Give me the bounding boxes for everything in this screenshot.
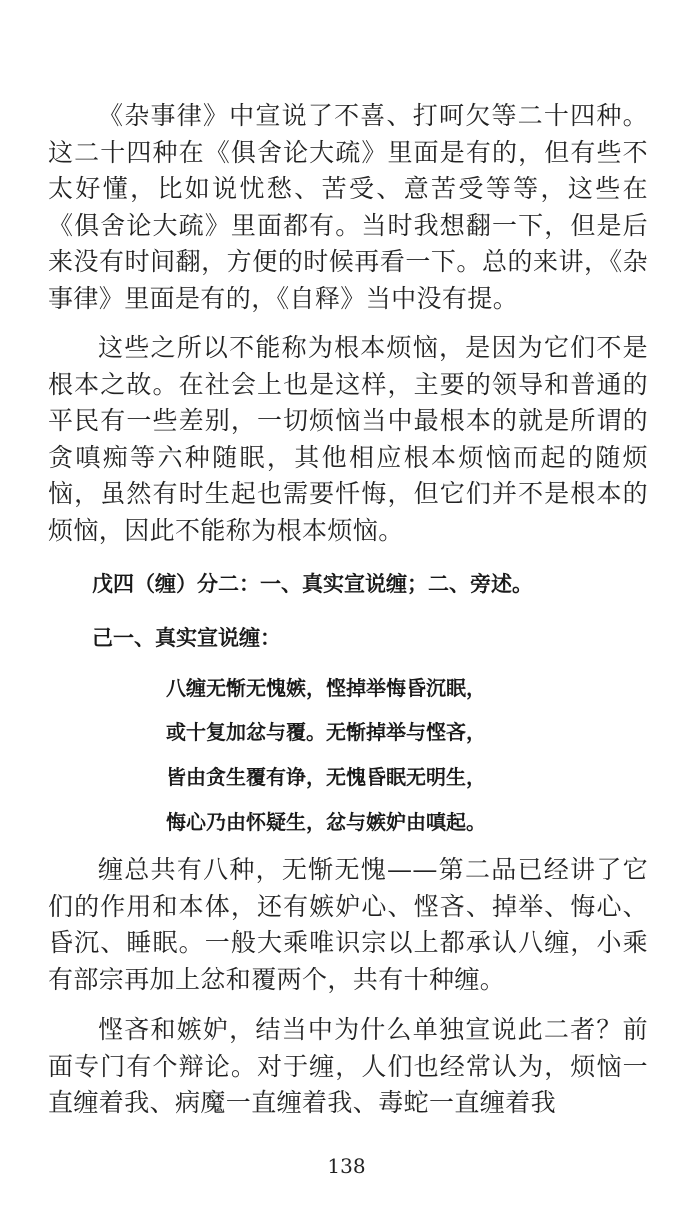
verse-line-1: 八缠无惭无愧嫉，悭掉举悔昏沉眠， xyxy=(166,676,486,700)
subsection-heading: 己一、真实宣说缠： xyxy=(92,626,281,650)
paragraph-stinginess-jealousy: 悭吝和嫉妒，结当中为什么单独宣说此二者？前面专门有个辩论。对于缠，人们也经常认为，烦恼一直缠着我、病魔一直缠着我、毒蛇一直缠着我 xyxy=(48,1015,648,1117)
verse-line-2: 或十复加忿与覆。无惭掉举与悭吝， xyxy=(166,720,486,744)
verse-line-3: 皆由贪生覆有诤，无愧昏眠无明生， xyxy=(166,765,486,789)
page-number: 138 xyxy=(327,1154,366,1178)
section-heading: 戊四（缠）分二：一、真实宣说缠；二、旁述。 xyxy=(92,572,533,596)
paragraph-zashi-lu: 《杂事律》中宣说了不喜、打呵欠等二十四种。这二十四种在《俱舍论大疏》里面是有的，但有些不太好懂，比如说忧愁、苦受、意苦受等等，这些在《俱舍论大疏》里面都有。当时我想翻一下，但是后来没有时间翻，方便的时候再看一下。总的来讲，《杂事律》里面是有的，《自释》当中没有提。 xyxy=(48,101,648,313)
paragraph-eight-entanglements: 缠总共有八种，无惭无愧——第二品已经讲了它们的作用和本体，还有嫉妒心、悭吝、掉举、悔心、昏沉、睡眠。一般大乘唯识宗以上都承认八缠，小乘有部宗再加上忿和覆两个，共有十种缠。 xyxy=(48,855,648,994)
verse-line-4: 悔心乃由怀疑生，忿与嫉妒由嗔起。 xyxy=(166,810,486,834)
paragraph-root-afflictions: 这些之所以不能称为根本烦恼，是因为它们不是根本之故。在社会上也是这样，主要的领导和普通的平民有一些差别，一切烦恼当中最根本的就是所谓的贪嗔痴等六种随眠，其他相应根本烦恼而起的随烦恼，虽然有时生起也需要忏悔，但它们并不是根本的烦恼，因此不能称为根本烦恼。 xyxy=(48,333,648,545)
